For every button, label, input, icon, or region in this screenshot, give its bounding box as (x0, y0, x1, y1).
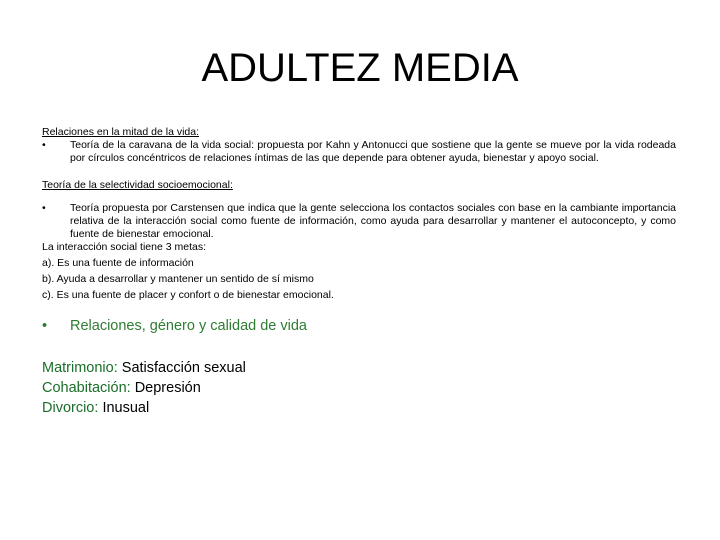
goal-c: c). Es una fuente de placer y confort o de bienestar emocional. (42, 289, 334, 301)
outcome-key: Cohabitación: (42, 380, 131, 396)
bullet-caravana (42, 139, 676, 165)
bullet-dot: • (42, 318, 48, 334)
bullet-dot: • (42, 139, 46, 151)
slide-body (42, 126, 676, 418)
outcome-matrimonio (42, 358, 676, 378)
section-heading-relaciones: Relaciones en la mitad de la vida: (42, 126, 200, 138)
outcome-key: Divorcio: (42, 400, 99, 416)
relationship-outcomes (42, 358, 676, 418)
outcome-value: Inusual (102, 400, 150, 416)
outcome-divorcio (42, 398, 676, 418)
slide-title: ADULTEZ MEDIA (201, 46, 519, 90)
bullet-genero-calidad (42, 316, 676, 336)
outcome-value: Depresión (134, 380, 201, 396)
outcome-cohabitacion (42, 378, 676, 398)
goals-intro: La interacción social tiene 3 metas: (42, 241, 207, 253)
section-heading-selectividad: Teoría de la selectividad socioemocional: (42, 179, 233, 191)
bullet-dot: • (42, 202, 46, 214)
goal-a: a). Es una fuente de información (42, 257, 194, 269)
goal-b: b). Ayuda a desarrollar y mantener un sentido de sí mismo (42, 273, 314, 285)
bullet-text-caravana: Teoría de la caravana de la vida social: propuesta por Kahn y Antonucci que sostiene que la gente se mueve por la vida rodeada por círculos concéntricos de relaciones íntimas de las que depende para obtener ayuda, bienestar y apoyo social. (70, 139, 676, 164)
bullet-text-carstensen: Teoría propuesta por Carstensen que indica que la gente selecciona los contactos sociales con base en la cambiante importancia relativa de la interacción social como fuente de información, como ayuda para desarrollar y mantener el autoconcepto, y como fuente de bienestar emocional. (70, 202, 676, 240)
bullet-text-genero: Relaciones, género y calidad de vida (70, 318, 307, 334)
outcome-key: Matrimonio: (42, 360, 118, 376)
bullet-carstensen (42, 202, 676, 241)
outcome-value: Satisfacción sexual (121, 360, 246, 376)
